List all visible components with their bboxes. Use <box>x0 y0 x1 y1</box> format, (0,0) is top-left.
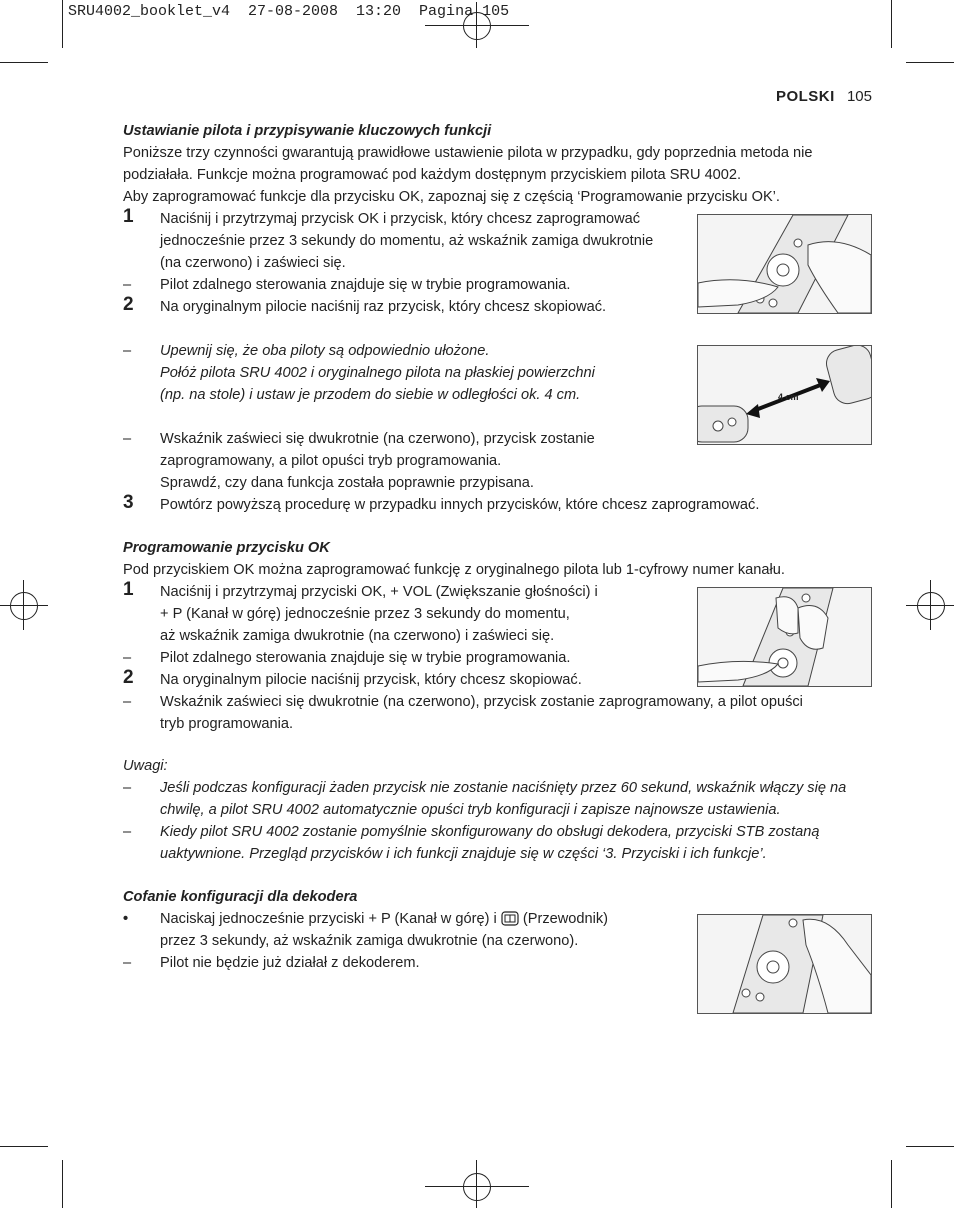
dash: – <box>123 824 132 840</box>
section-heading: Cofanie konfiguracji dla dekodera <box>123 889 358 905</box>
dash: – <box>123 650 132 666</box>
result-text: Pilot zdalnego sterowania znajduje się w trybie programowania. <box>160 650 571 666</box>
step-text: Naciśnij i przytrzymaj przyciski OK, + VOL (Zwiększanie głośności) i <box>160 584 598 600</box>
paragraph-line: podziałała. Funkcje można programować pod każdym dostępnym przyciskiem pilota SRU 4002. <box>123 167 742 183</box>
result-text: Wskaźnik zaświeci się dwukrotnie (na czerwono), przycisk zostanie zaprogramowany, a pilot opuści <box>160 694 803 710</box>
dash: – <box>123 431 132 447</box>
result-text: Wskaźnik zaświeci się dwukrotnie (na czerwono), przycisk zostanie <box>160 431 595 447</box>
crop-mark <box>906 62 954 63</box>
emphasis: jednocześnie przez 3 sekundy <box>285 606 481 622</box>
remote-guide-illustration <box>697 914 872 1014</box>
section-heading: Ustawianie pilota i przypisywanie kluczowych funkcji <box>123 123 492 139</box>
note-text: chwilę, a pilot SRU 4002 automatycznie opuści tryb konfiguracji i zapisze najnowsze ustawienia. <box>160 802 781 818</box>
dash: – <box>123 780 132 796</box>
italic-note: (np. na stole) i ustaw je przodem do siebie w odległości ok. 4 cm. <box>160 387 581 403</box>
crop-mark <box>906 1146 954 1147</box>
remotes-distance-illustration <box>697 345 872 445</box>
language-label: POLSKI <box>775 88 835 105</box>
result-text: zaprogramowany, a pilot opuści tryb programowania. <box>160 453 502 469</box>
step-text: (na czerwono) i zaświeci się. <box>160 255 346 271</box>
paragraph-line: Aby zaprogramować funkcje dla przycisku OK, zapoznaj się z częścią ‘Programowanie przycisku OK’. <box>123 189 780 205</box>
step-number: 1 <box>123 206 134 227</box>
remote-hand-illustration <box>697 214 872 314</box>
dash: – <box>123 955 132 971</box>
step-text: Naciskaj jednocześnie przyciski + P (Kanał w górę) i (Przewodnik) <box>160 908 608 933</box>
emphasis: oryginalnym <box>182 299 262 315</box>
emphasis: przez 3 sekundy <box>160 933 266 949</box>
dash: – <box>123 343 132 359</box>
step-text: Na oryginalnym pilocie naciśnij raz przycisk, który chcesz skopiować. <box>160 299 607 315</box>
note-text: uaktywnione. Przegląd przycisków i ich funkcji znajduje się w części ‘3. Przyciski i ich funkcje’. <box>160 846 767 862</box>
result-text: Pilot zdalnego sterowania znajduje się w trybie programowania. <box>160 277 571 293</box>
result-text: Pilot nie będzie już działał z dekoderem. <box>160 955 420 971</box>
crop-mark <box>891 1160 892 1208</box>
step-number: 2 <box>123 294 134 315</box>
page-number: 105 <box>846 88 872 105</box>
step-text: + P (Kanał w górę) jednocześnie przez 3 sekundy do momentu, <box>160 606 570 622</box>
step-text: aż wskaźnik zamiga dwukrotnie (na czerwono) i zaświeci się. <box>160 628 555 644</box>
bullet: • <box>123 911 129 927</box>
italic-note: Upewnij się, że oba piloty są odpowiednio ułożone. <box>160 343 490 359</box>
dash: – <box>123 694 132 710</box>
italic-note: Połóż pilota SRU 4002 i oryginalnego pilota na płaskiej powierzchni <box>160 365 595 381</box>
paragraph-line: Pod przyciskiem OK można zaprogramować funkcję z oryginalnego pilota lub 1-cyfrowy numer kanału. <box>123 562 785 578</box>
result-text: tryb programowania. <box>160 716 294 732</box>
step-text: Naciśnij i przytrzymaj przycisk OK i przycisk, który chcesz zaprogramować <box>160 211 641 227</box>
section-heading: Programowanie przycisku OK <box>123 540 330 556</box>
crop-mark <box>891 0 892 48</box>
crop-mark <box>0 62 48 63</box>
result-text: Sprawdź, czy dana funkcja została poprawnie przypisana. <box>160 475 534 491</box>
crop-mark <box>62 1160 63 1208</box>
step-number: 1 <box>123 579 134 600</box>
print-slug: SRU4002_booklet_v4 27-08-2008 13:20 Pagina 105 <box>68 3 510 20</box>
emphasis: jednocześnie przez 3 sekundy <box>160 233 356 249</box>
step-number: 3 <box>123 492 134 513</box>
dash: – <box>123 277 132 293</box>
step-text: przez 3 sekundy, aż wskaźnik zamiga dwukrotnie (na czerwono). <box>160 933 579 949</box>
step-text: Powtórz powyższą procedurę w przypadku innych przycisków, które chcesz zaprogramować. <box>160 497 760 513</box>
crop-mark <box>62 0 63 48</box>
step-number: 2 <box>123 667 134 688</box>
step-text: jednocześnie przez 3 sekundy do momentu, aż wskaźnik zamiga dwukrotnie <box>160 233 654 249</box>
distance-label: 4 cm <box>778 392 799 402</box>
emphasis: jednocześnie <box>219 911 305 927</box>
notes-title: Uwagi: <box>123 758 168 774</box>
note-text: Kiedy pilot SRU 4002 zostanie pomyślnie skonfigurowany do obsługi dekodera, przyciski STB zostaną <box>160 824 820 840</box>
remote-ok-vol-illustration <box>697 587 872 687</box>
crop-mark <box>0 1146 48 1147</box>
page-header <box>776 88 872 105</box>
paragraph-line: Poniższe trzy czynności gwarantują prawidłowe ustawienie pilota w przypadku, gdy poprzednia metoda nie <box>123 145 813 161</box>
note-text: Jeśli podczas konfiguracji żaden przycisk nie zostanie naciśnięty przez 60 sekund, wskaźnik włączy się na <box>160 780 847 796</box>
step-text: Na oryginalnym pilocie naciśnij przycisk, który chcesz skopiować. <box>160 672 582 688</box>
